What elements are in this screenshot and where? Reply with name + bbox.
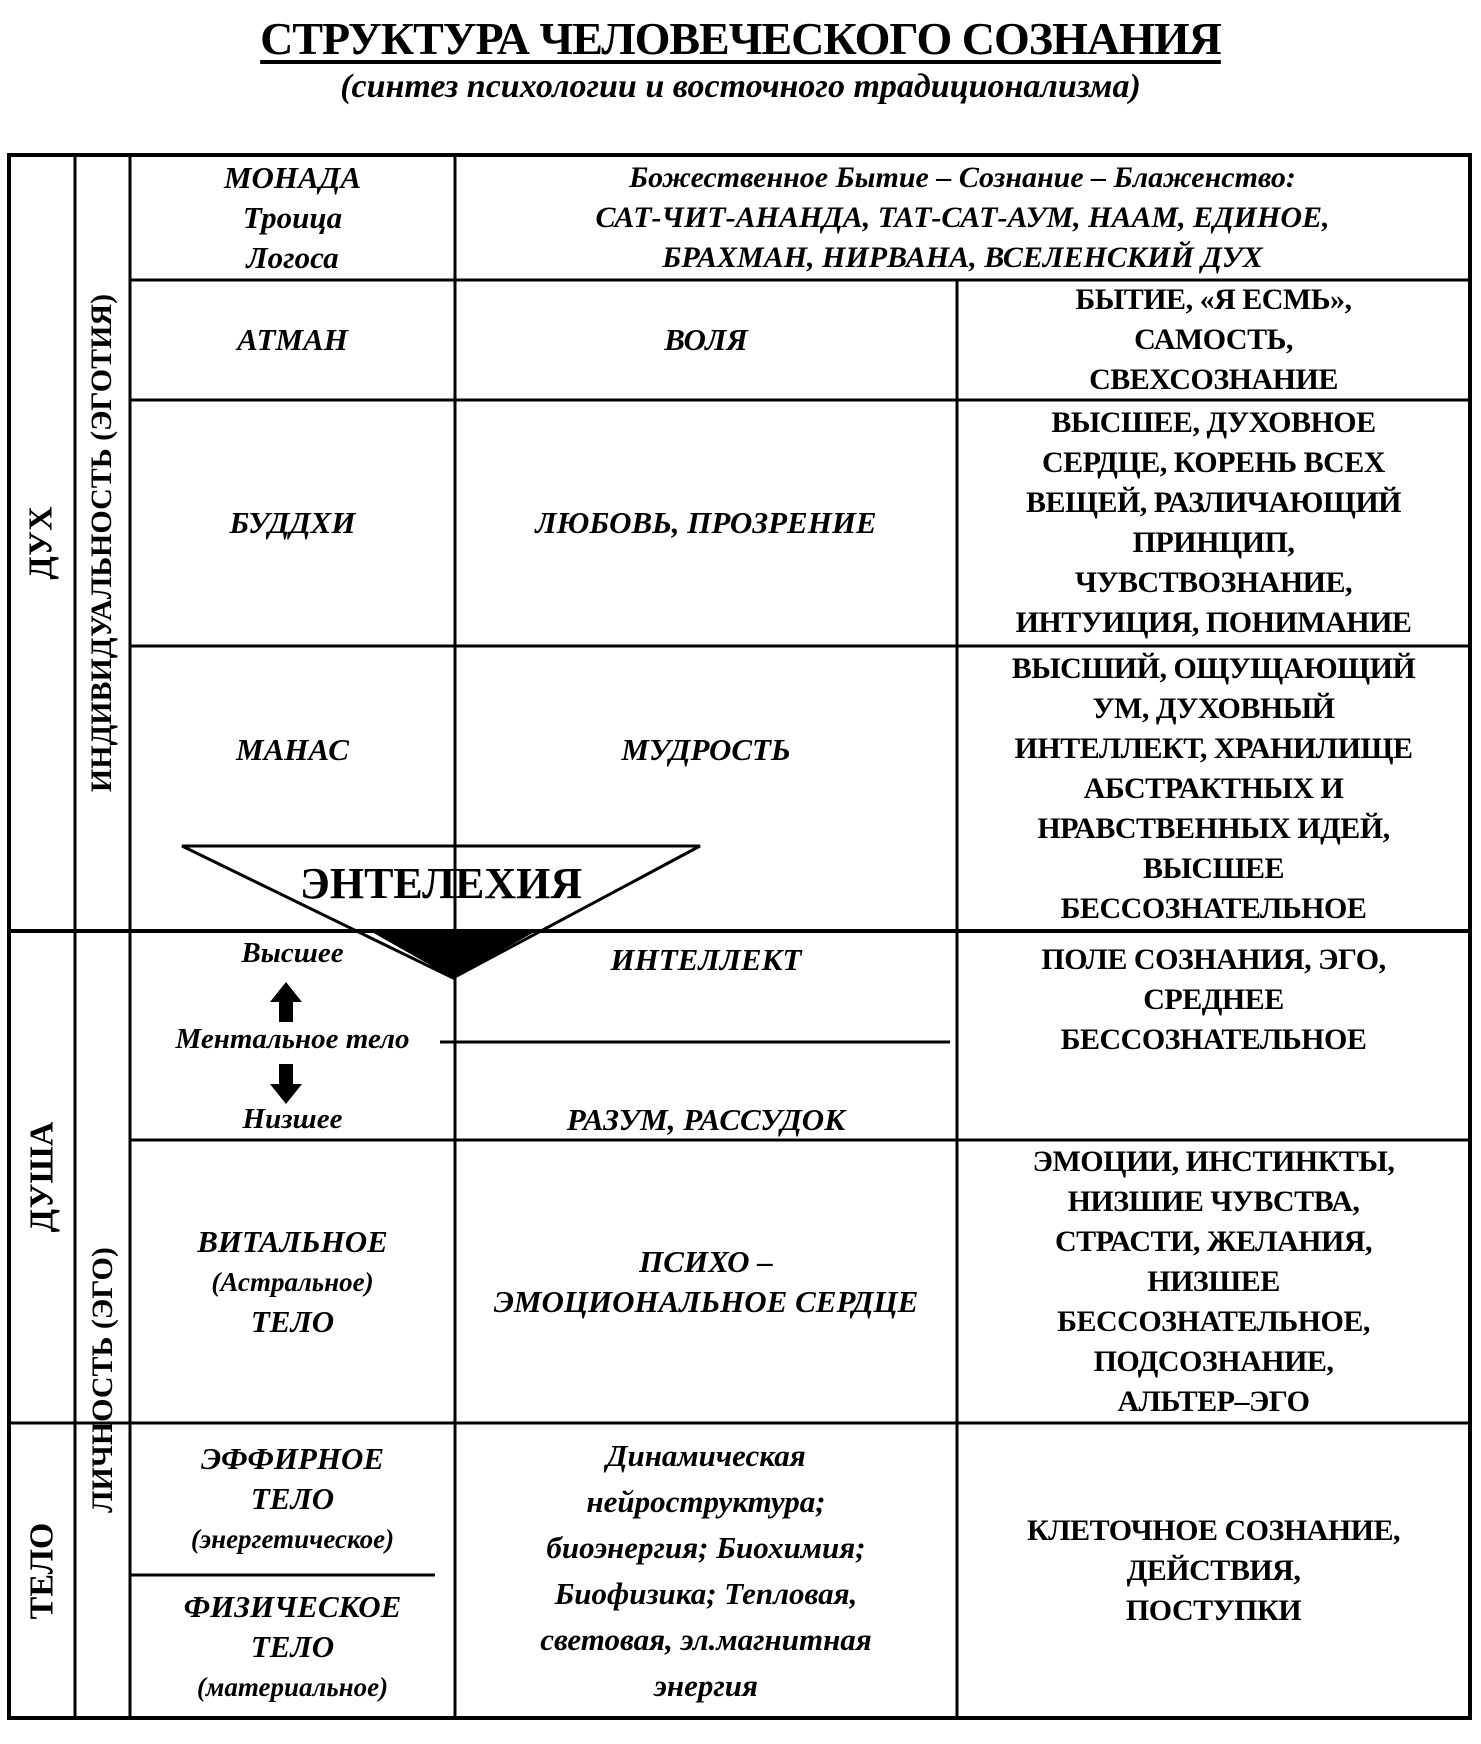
mental-quality-low: РАЗУМ, РАССУДОК [566, 1102, 846, 1137]
aspect-personality [75, 1100, 130, 1660]
text-line: ПСИХО – [639, 1243, 773, 1279]
text-line: (Астральное) [211, 1266, 374, 1297]
text-line: ДЕЙСТВИЯ, [1126, 1553, 1301, 1587]
body-quality [455, 1423, 957, 1718]
text-line: КЛЕТОЧНОЕ СОЗНАНИЕ, [1026, 1513, 1401, 1547]
manas-quality: МУДРОСТЬ [621, 732, 791, 767]
text-line: ПОДСОЗНАНИЕ, [1093, 1344, 1334, 1378]
text-line: ПОСТУПКИ [1125, 1593, 1302, 1627]
mental-body-name: Ментальное тело [175, 1023, 410, 1055]
text-line: световая, эл.магнитная [540, 1621, 872, 1657]
text-line: УМ, ДУХОВНЫЙ [1092, 691, 1335, 725]
text-line: ПОЛЕ СОЗНАНИЯ, ЭГО, [1041, 943, 1386, 976]
monad-name [130, 155, 455, 280]
text-line: БРАХМАН, НИРВАНА, ВСЕЛЕНСКИЙ ДУХ [662, 240, 1263, 274]
text-line: БЕССОЗНАТЕЛЬНОЕ [1060, 891, 1367, 925]
title-text: СТРУКТУРА ЧЕЛОВЕЧЕСКОГО СОЗНАНИЯ [260, 13, 1221, 64]
manas-name: МАНАС [236, 732, 349, 767]
text-line: Биофизика; Тепловая, [554, 1575, 858, 1611]
text-line: ВЫСШЕЕ [1142, 851, 1285, 885]
text-line: САТ-ЧИТ-АНАНДА, ТАТ-САТ-АУМ, НААМ, ЕДИНОЕ, [595, 200, 1330, 234]
physical-name [130, 1575, 455, 1718]
vital-quality [455, 1140, 957, 1423]
text-line: ИНТУИЦИЯ, ПОНИМАНИЕ [1015, 606, 1412, 639]
text-line: ЭФФИРНОЕ [200, 1441, 385, 1476]
text-line: ЧУВСТВОЗНАНИЕ, [1074, 566, 1353, 599]
text-line: МОНАДА [223, 159, 362, 195]
text-line: Логоса [246, 239, 339, 275]
mental-lower: Низшее [242, 1103, 343, 1135]
text-line: ТЕЛО [250, 1303, 335, 1339]
arrow-up-shaft [279, 1000, 293, 1022]
etheric-name [130, 1423, 455, 1575]
arrow-up-icon [270, 982, 302, 1002]
text-line: НИЗШИЕ ЧУВСТВА, [1067, 1184, 1360, 1218]
text-line: ФИЗИЧЕСКОЕ [183, 1588, 402, 1624]
text-line: ЭМОЦИИ, ИНСТИНКТЫ, [1032, 1144, 1395, 1178]
buddhi-name: БУДДХИ [229, 505, 356, 540]
text-line: СТРАСТИ, ЖЕЛАНИЯ, [1055, 1224, 1372, 1258]
text-line: Божественное Бытие – Сознание – Блаженство: [629, 160, 1296, 194]
vital-name [130, 1140, 455, 1423]
entelechy-label: ЭНТЕЛЕХИЯ [300, 859, 583, 908]
atman-quality: ВОЛЯ [664, 322, 748, 357]
text-line: СРЕДНЕЕ [1143, 983, 1284, 1016]
text-line: ВЕЩЕЙ, РАЗЛИЧАЮЩИЙ [1026, 486, 1401, 519]
text-line: ВИТАЛЬНОЕ [197, 1223, 388, 1259]
vital-description [957, 1140, 1470, 1423]
monad-description [455, 155, 1470, 280]
text-line: Троица [242, 199, 343, 235]
text-line: АБСТРАКТНЫХ И [1083, 771, 1344, 805]
text-line: НИЗШЕЕ [1147, 1264, 1280, 1298]
level-soul-label: ДУША [23, 1121, 60, 1233]
mental-quality-high: ИНТЕЛЛЕКТ [610, 942, 802, 977]
atman-name: АТМАН [237, 322, 348, 357]
text-line: СВЕХСОЗНАНИЕ [1089, 363, 1338, 396]
text-line: (материальное) [196, 1671, 389, 1702]
aspect-individuality [75, 155, 130, 931]
text-line: ПРИНЦИП, [1132, 526, 1295, 559]
level-spirit-label: ДУХ [23, 506, 60, 580]
text-line: (энергетическое) [190, 1524, 395, 1554]
text-line: СЕРДЦЕ, КОРЕНЬ ВСЕХ [1042, 446, 1385, 479]
mental-higher: Высшее [241, 937, 344, 969]
aspect-individuality-label: ИНДИВИДУАЛЬНОСТЬ (ЭГОТИЯ) [85, 293, 119, 793]
arrow-down-shaft [279, 1064, 293, 1086]
buddhi-quality: ЛЮБОВЬ, ПРОЗРЕНИЕ [535, 505, 877, 540]
body-description [957, 1423, 1470, 1718]
text-line: ЭМОЦИОНАЛЬНОЕ СЕРДЦЕ [493, 1283, 919, 1319]
level-soul [9, 931, 75, 1423]
arrow-down-icon [270, 1084, 302, 1104]
level-body-label: ТЕЛО [23, 1522, 60, 1619]
level-body [9, 1423, 75, 1718]
mental-description [957, 935, 1470, 1065]
text-line: нейроструктура; [586, 1483, 826, 1519]
atman-description [957, 280, 1470, 400]
text-line: ТЕЛО [250, 1481, 335, 1516]
text-line: Динамическая [606, 1437, 806, 1473]
text-line: АЛЬТЕР–ЭГО [1117, 1384, 1310, 1418]
text-line: ВЫСШЕЕ, ДУХОВНОЕ [1051, 406, 1376, 439]
text-line: НРАВСТВЕННЫХ ИДЕЙ, [1037, 811, 1390, 845]
text-line: БЕССОЗНАТЕЛЬНОЕ, [1057, 1304, 1370, 1338]
text-line: ВЫСШИЙ, ОЩУЩАЮЩИЙ [1011, 651, 1416, 685]
text-line: ИНТЕЛЛЕКТ, ХРАНИЛИЩЕ [1014, 731, 1413, 765]
text-line: биоэнергия; Биохимия; [546, 1529, 866, 1565]
text-line: БЫТИЕ, «Я ЕСМЬ», [1075, 283, 1352, 316]
manas-description [957, 646, 1470, 931]
text-line: САМОСТЬ, [1134, 323, 1293, 356]
text-line: ТЕЛО [250, 1628, 335, 1664]
level-spirit [9, 155, 75, 931]
document-subtitle: (синтез психологии и восточного традиционализма) [340, 68, 1141, 105]
text-line: энергия [654, 1667, 758, 1703]
buddhi-description [957, 400, 1470, 646]
aspect-personality-label: ЛИЧНОСТЬ (ЭГО) [85, 1247, 119, 1513]
text-line: БЕССОЗНАТЕЛЬНОЕ [1060, 1023, 1367, 1056]
